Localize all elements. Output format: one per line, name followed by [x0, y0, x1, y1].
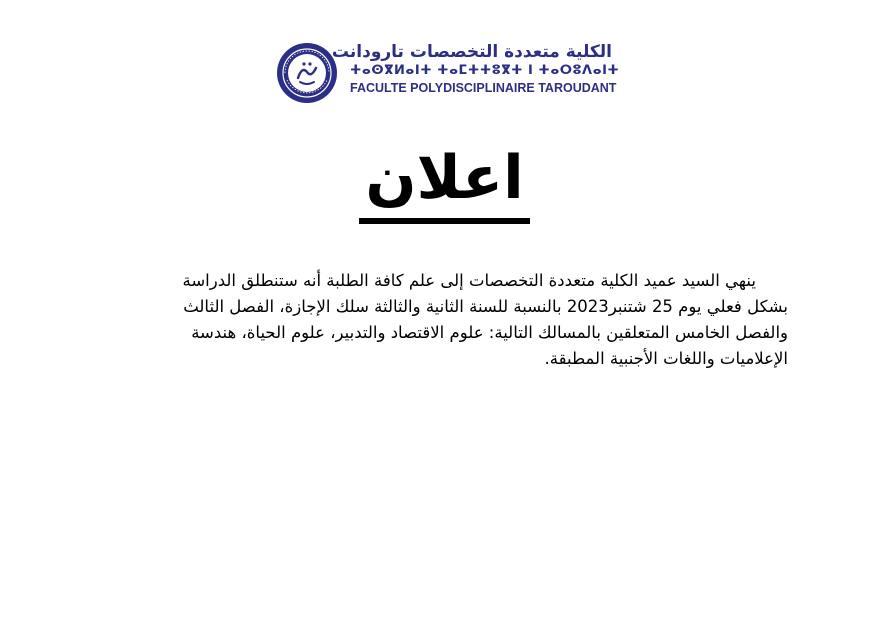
- institution-name-arabic: الكلية متعددة التخصصات تارودانت: [331, 42, 612, 62]
- title-wrapper: [0, 138, 889, 224]
- announcement-body: [72, 268, 788, 372]
- body-line-2: بشكل فعلي يوم 25 شتنبر2023 بالنسبة للسنة الثانية والثالثة سلك الإجازة، الفصل الثالث: [183, 297, 788, 316]
- body-line-4: الإعلاميات واللغات الأجنبية المطبقة.: [544, 349, 788, 368]
- institution-name-block: [331, 42, 620, 96]
- university-seal-icon: [276, 42, 338, 104]
- body-line-3: والفصل الخامس المتعلقين بالمسالك التالية: علوم الاقتصاد والتدبير، علوم الحياة، هندسة: [191, 323, 788, 342]
- institution-name-french: FACULTE POLYDISCIPLINAIRE TAROUDANT: [350, 81, 617, 95]
- institution-name-tifinagh: ⵜⴰⵙⴳⵍⴰⵏⵜ ⵜⴰⵎⵜⵜⵓⴳⵜ ⵏ ⵜⴰⵔⵓⴷⴰⵏⵜ: [350, 63, 620, 78]
- announcement-title: اعلان: [359, 138, 529, 224]
- body-line-1: ينهي السيد عميد الكلية متعددة التخصصات إلى علم كافة الطلبة أنه ستنطلق الدراسة: [182, 271, 756, 290]
- institution-header: [276, 40, 620, 104]
